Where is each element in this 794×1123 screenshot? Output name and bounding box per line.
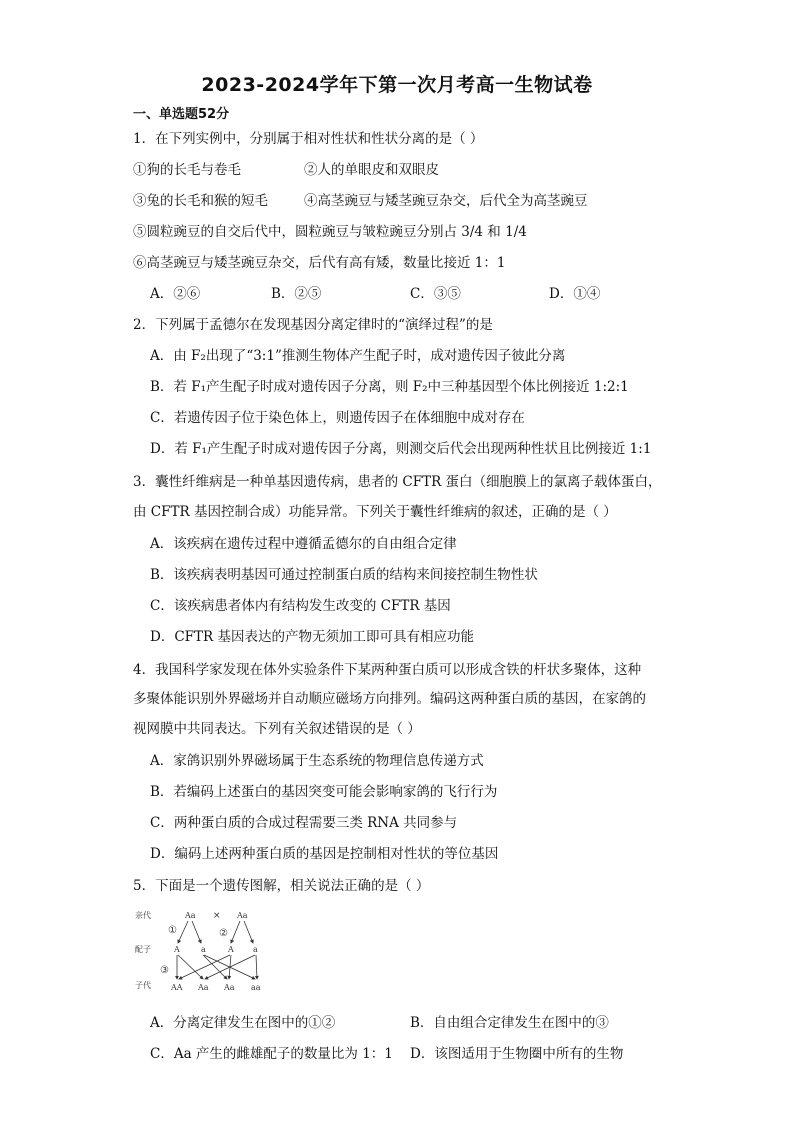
q2-option-c[interactable]: C．若遗传因子位于染色体上，则遗传因子在体细胞中成对存在 xyxy=(150,410,525,426)
genetic-cross-diagram xyxy=(133,906,273,996)
offspring-2: Aa xyxy=(198,983,209,992)
q1-item-6: ⑥高茎豌豆与矮茎豌豆杂交，后代有高有矮，数量比接近 1：1 xyxy=(133,255,506,271)
q1-option-d[interactable]: D．①④ xyxy=(549,286,601,302)
q2-option-a[interactable]: A．由 F₂出现了“3:1”推测生物体产生配子时，成对遗传因子彼此分离 xyxy=(150,348,566,364)
q1-option-c[interactable]: C．③⑤ xyxy=(410,286,461,302)
gamete-1: A xyxy=(174,945,180,954)
q5-option-d[interactable]: D．该图适用于生物圈中所有的生物 xyxy=(410,1046,624,1062)
q3-option-c[interactable]: C．该疾病患者体内有结构发生改变的 CFTR 基因 xyxy=(150,598,451,614)
offspring-3: Aa xyxy=(224,983,235,992)
q4-option-d[interactable]: D．编码上述两种蛋白质的基因是控制相对性状的等位基因 xyxy=(150,846,499,862)
q4-option-b[interactable]: B．若编码上述蛋白的基因突变可能会影响家鸽的飞行行为 xyxy=(150,784,498,800)
q5-stem: 5．下面是一个遗传图解，相关说法正确的是（ ） xyxy=(133,878,430,894)
q1-item-5: ⑤圆粒豌豆的自交后代中，圆粒豌豆与皱粒豌豆分别占 3/4 和 1/4 xyxy=(133,224,527,240)
q3-stem-line-2: 由 CFTR 基因控制合成）功能异常。下列关于囊性纤维病的叙述，正确的是（ ） xyxy=(133,504,617,520)
row-label-parent: 亲代 xyxy=(135,911,151,920)
q5-option-c[interactable]: C．Aa 产生的雌雄配子的数量比为 1：1 xyxy=(150,1046,393,1062)
q4-option-c[interactable]: C．两种蛋白质的合成过程需要三类 RNA 共同参与 xyxy=(150,815,458,831)
section-heading: 一、单选题52分 xyxy=(133,107,230,122)
q3-option-b[interactable]: B．该疾病表明基因可通过控制蛋白质的结构来间接控制生物性状 xyxy=(150,567,538,583)
q3-stem-line-1: 3．囊性纤维病是一种单基因遗传病，患者的 CFTR 蛋白（细胞膜上的氯离子载体蛋白， xyxy=(133,474,662,490)
q1-stem: 1．在下列实例中，分别属于相对性状和性状分离的是（ ） xyxy=(133,131,484,147)
q2-option-d[interactable]: D．若 F₁产生配子时成对遗传因子分离，则测交后代会出现两种性状且比例接近 1:1 xyxy=(150,441,652,457)
offspring-4: aa xyxy=(251,983,261,992)
gamete-4: a xyxy=(253,945,258,954)
page-title: 2023-2024学年下第一次月考高一生物试卷 xyxy=(201,74,593,96)
q1-item-2: ②人的单眼皮和双眼皮 xyxy=(304,162,439,178)
gamete-3: A xyxy=(228,945,234,954)
q4-option-a[interactable]: A．家鸽识别外界磁场属于生态系统的物理信息传递方式 xyxy=(150,753,484,769)
q3-option-a[interactable]: A．该疾病在遗传过程中遵循孟德尔的自由组合定律 xyxy=(150,536,457,552)
q2-option-b[interactable]: B．若 F₁产生配子时成对遗传因子分离，则 F₂中三种基因型个体比例接近 1:2:1 xyxy=(150,379,629,395)
q4-stem-line-1: 4．我国科学家发现在体外实验条件下某两种蛋白质可以形成含铁的杆状多聚体，这种 xyxy=(133,662,642,678)
offspring-1: AA xyxy=(171,983,183,992)
q3-option-d[interactable]: D．CFTR 基因表达的产物无须加工即可具有相应功能 xyxy=(150,629,474,645)
q1-option-a[interactable]: A．②⑥ xyxy=(150,286,201,302)
gamete-2: a xyxy=(201,945,206,954)
row-label-gamete: 配子 xyxy=(135,945,151,954)
q5-option-a[interactable]: A．分离定律发生在图中的①② xyxy=(150,1015,336,1031)
parent-2-genotype: Aa xyxy=(237,911,248,920)
cross-sign: × xyxy=(213,911,221,921)
step-marker-2: ② xyxy=(219,928,228,939)
q5-option-b[interactable]: B．自由组合定律发生在图中的③ xyxy=(410,1015,609,1031)
q1-option-b[interactable]: B．②⑤ xyxy=(271,286,322,302)
parent-1-genotype: Aa xyxy=(185,911,196,920)
step-marker-1: ① xyxy=(168,925,177,936)
q1-item-4: ④高茎豌豆与矮茎豌豆杂交，后代全为高茎豌豆 xyxy=(304,193,588,209)
row-label-offspring: 子代 xyxy=(135,981,151,990)
step-marker-3: ③ xyxy=(160,965,169,976)
q1-item-1: ①狗的长毛与卷毛 xyxy=(133,162,241,178)
q4-stem-line-2: 多聚体能识别外界磁场并自动顺应磁场方向排列。编码这两种蛋白质的基因，在家鸽的 xyxy=(133,691,646,707)
q2-stem: 2．下列属于孟德尔在发现基因分离定律时的“演绎过程”的是 xyxy=(133,317,493,333)
q4-stem-line-3: 视网膜中共同表达。下列有关叙述错误的是（ ） xyxy=(133,721,421,737)
q1-item-3: ③兔的长毛和猴的短毛 xyxy=(133,193,268,209)
